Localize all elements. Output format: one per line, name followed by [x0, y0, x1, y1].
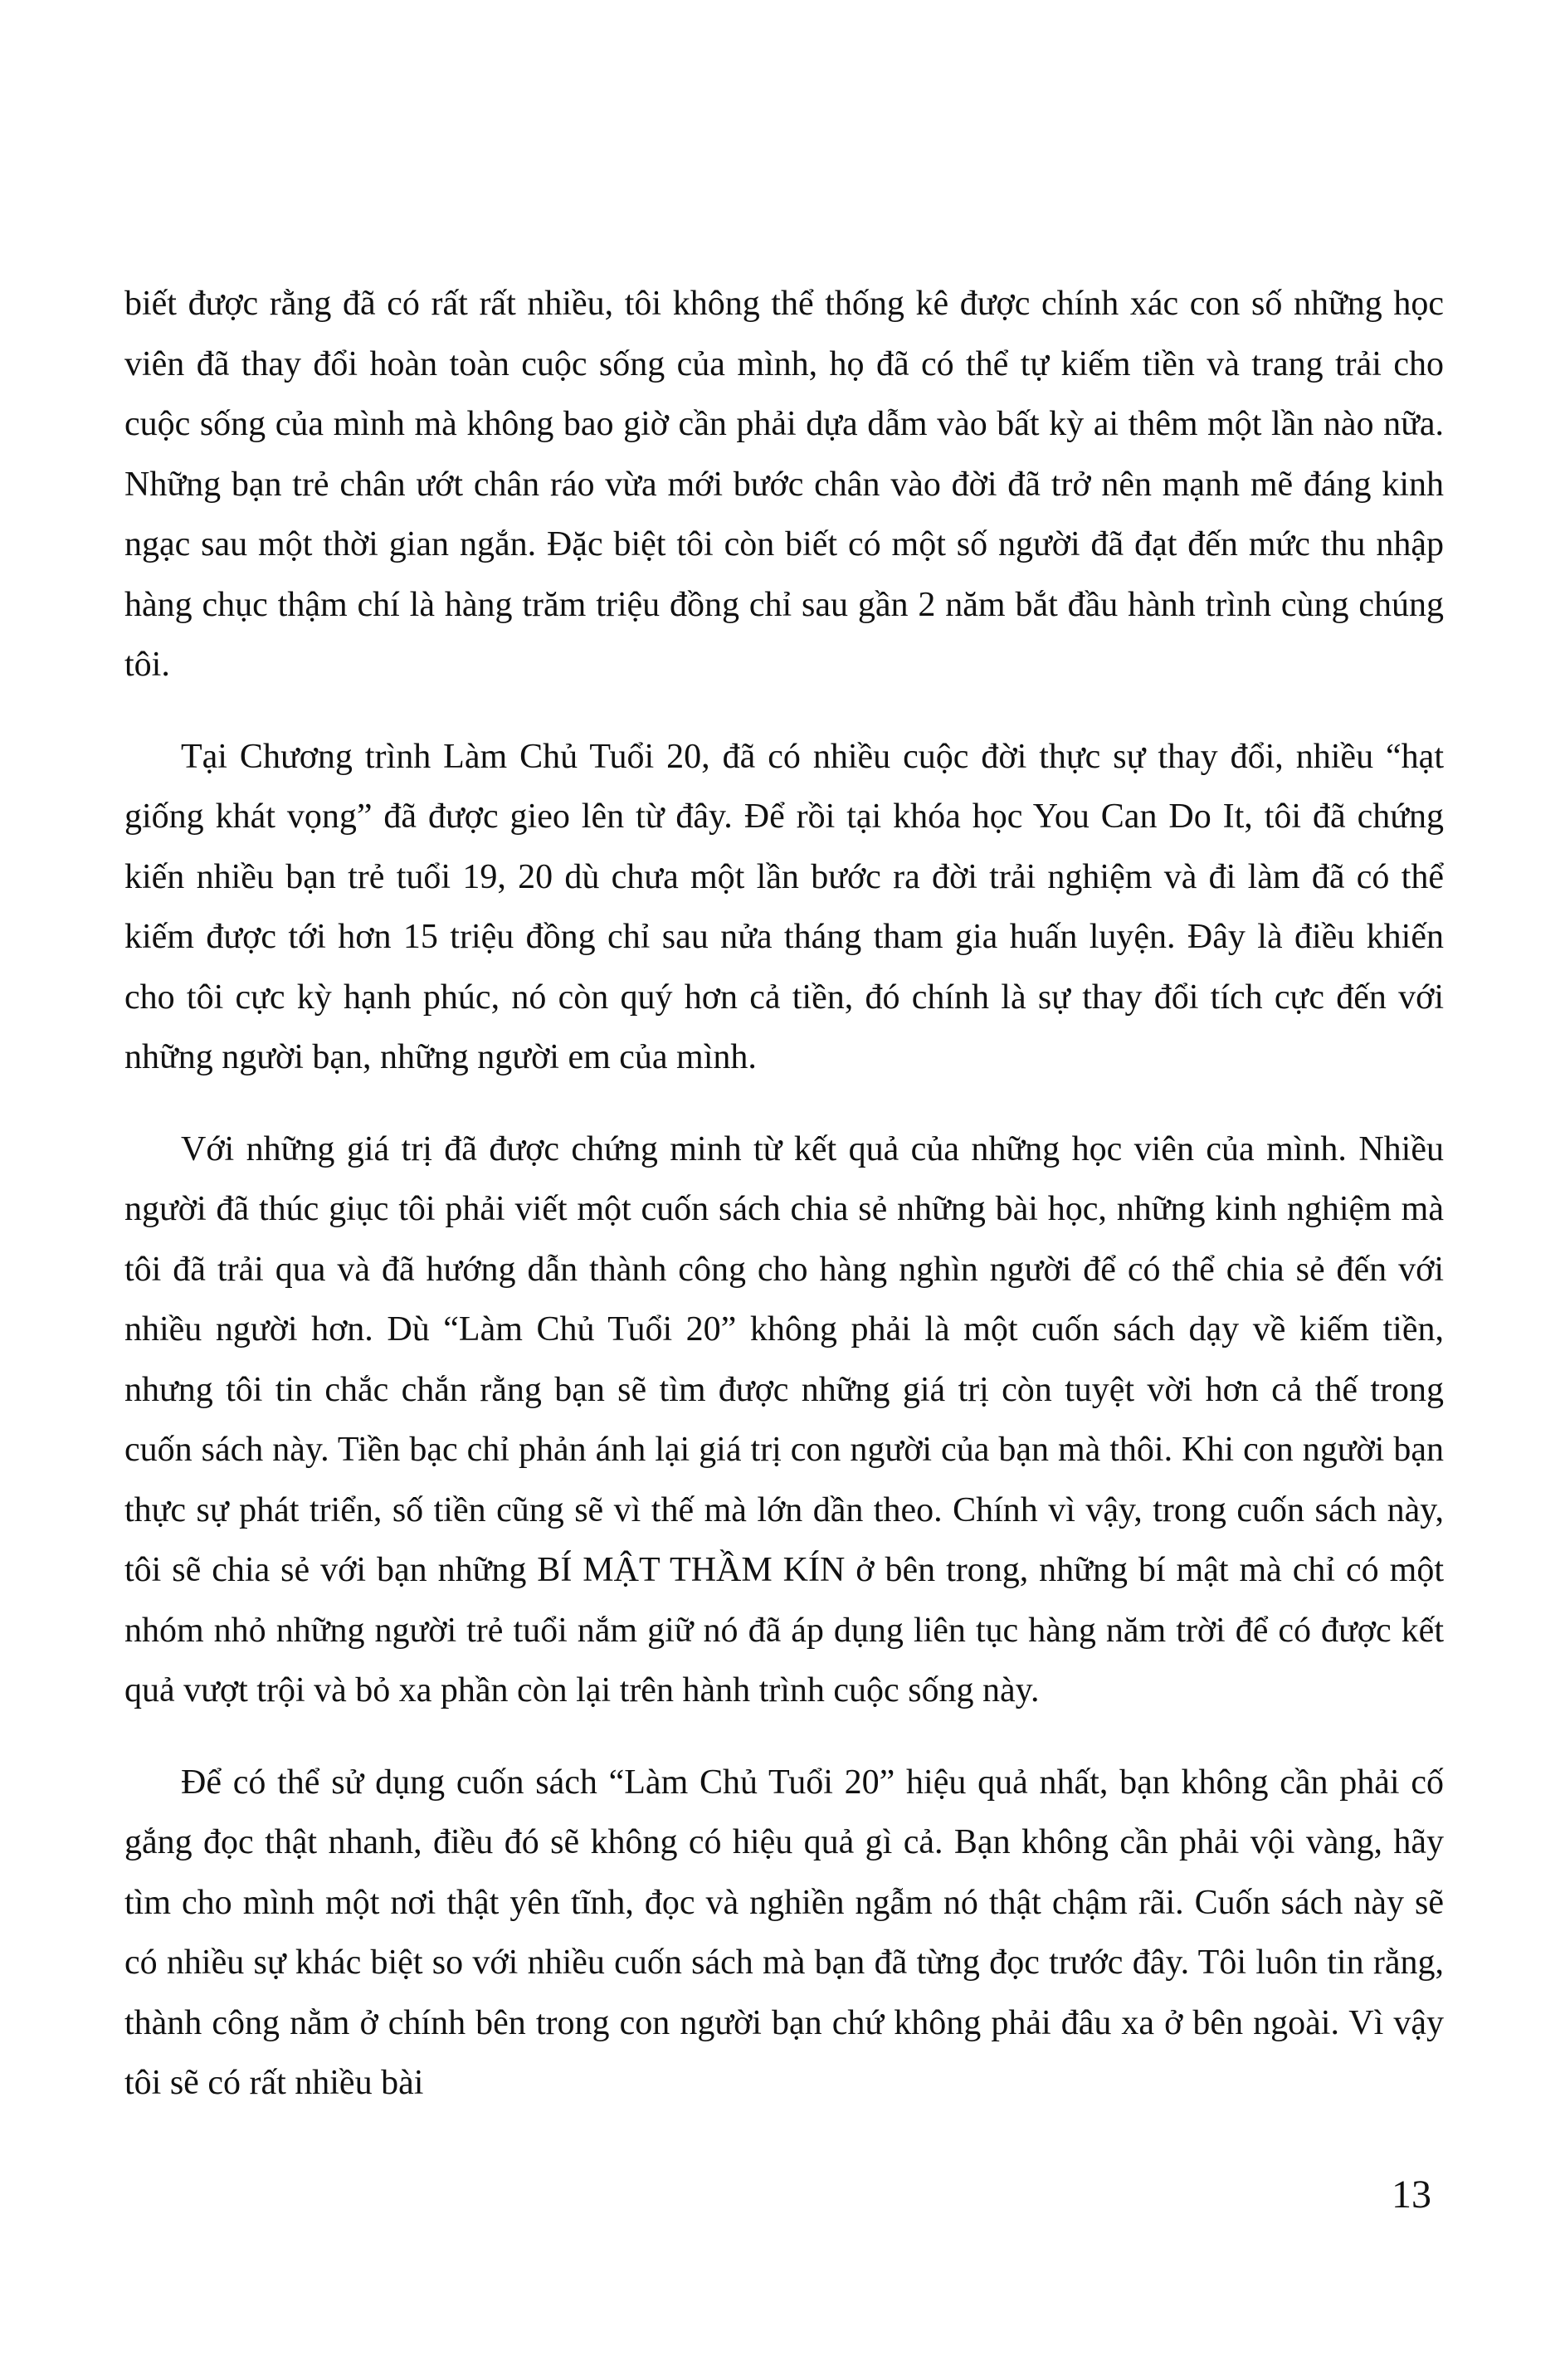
page-number: 13: [1392, 2173, 1431, 2217]
paragraph-4: Để có thể sử dụng cuốn sách “Làm Chủ Tuổi 20” hiệu quả nhất, bạn không cần phải cố gắng đọc thật nhanh, điều đó sẽ không có hiệu quả gì cả. Bạn không cần phải vội vàng, hãy tìm cho mình một nơi thật yên tĩnh, đọc và nghiền ngẫm nó thật chậm rãi. Cuốn sách này sẽ có nhiều sự khác biệt so với nhiều cuốn sách mà bạn đã từng đọc trước đây. Tôi luôn tin rằng, thành công nằm ở chính bên trong con người bạn chứ không phải đâu xa ở bên ngoài. Vì vậy tôi sẽ có rất nhiều bài: [124, 1763, 1444, 2102]
paragraph-3: Với những giá trị đã được chứng minh từ kết quả của những học viên của mình. Nhiều người đã thúc giục tôi phải viết một cuốn sách chia sẻ những bài học, những kinh nghiệm mà tôi đã trải qua và đã hướng dẫn thành công cho hàng nghìn người để có thể chia sẻ đến với nhiều người hơn. Dù “Làm Chủ Tuổi 20” không phải là một cuốn sách dạy về kiếm tiền, nhưng tôi tin chắc chắn rằng bạn sẽ tìm được những giá trị còn tuyệt vời hơn cả thế trong cuốn sách này. Tiền bạc chỉ phản ánh lại giá trị con người của bạn mà thôi. Khi con người bạn thực sự phát triển, số tiền cũng sẽ vì thế mà lớn dần theo. Chính vì vậy, trong cuốn sách này, tôi sẽ chia sẻ với bạn những BÍ MẬT THẦM KÍN ở bên trong, những bí mật mà chỉ có một nhóm nhỏ những người trẻ tuổi nắm giữ nó đã áp dụng liên tục hàng năm trời để có được kết quả vượt trội và bỏ xa phần còn lại trên hành trình cuộc sống này.: [124, 1129, 1444, 1709]
paragraph-2: Tại Chương trình Làm Chủ Tuổi 20, đã có nhiều cuộc đời thực sự thay đổi, nhiều “hạt giống khát vọng” đã được gieo lên từ đây. Để rồi tại khóa học You Can Do It, tôi đã chứng kiến nhiều bạn trẻ tuổi 19, 20 dù chưa một lần bước ra đời trải nghiệm và đi làm đã có thể kiếm được tới hơn 15 triệu đồng chỉ sau nửa tháng tham gia huấn luyện. Đây là điều khiến cho tôi cực kỳ hạnh phúc, nó còn quý hơn cả tiền, đó chính là sự thay đổi tích cực đến với những người bạn, những người em của mình.: [124, 737, 1444, 1076]
paragraph-1: biết được rằng đã có rất rất nhiều, tôi không thể thống kê được chính xác con số những học viên đã thay đổi hoàn toàn cuộc sống của mình, họ đã có thể tự kiếm tiền và trang trải cho cuộc sống của mình mà không bao giờ cần phải dựa dẫm vào bất kỳ ai thêm một lần nào nữa. Những bạn trẻ chân ướt chân ráo vừa mới bước chân vào đời đã trở nên mạnh mẽ đáng kinh ngạc sau một thời gian ngắn. Đặc biệt tôi còn biết có một số người đã đạt đến mức thu nhập hàng chục thậm chí là hàng trăm triệu đồng chỉ sau gần 2 năm bắt đầu hành trình cùng chúng tôi.: [124, 285, 1444, 684]
body-text: [124, 274, 1444, 2114]
